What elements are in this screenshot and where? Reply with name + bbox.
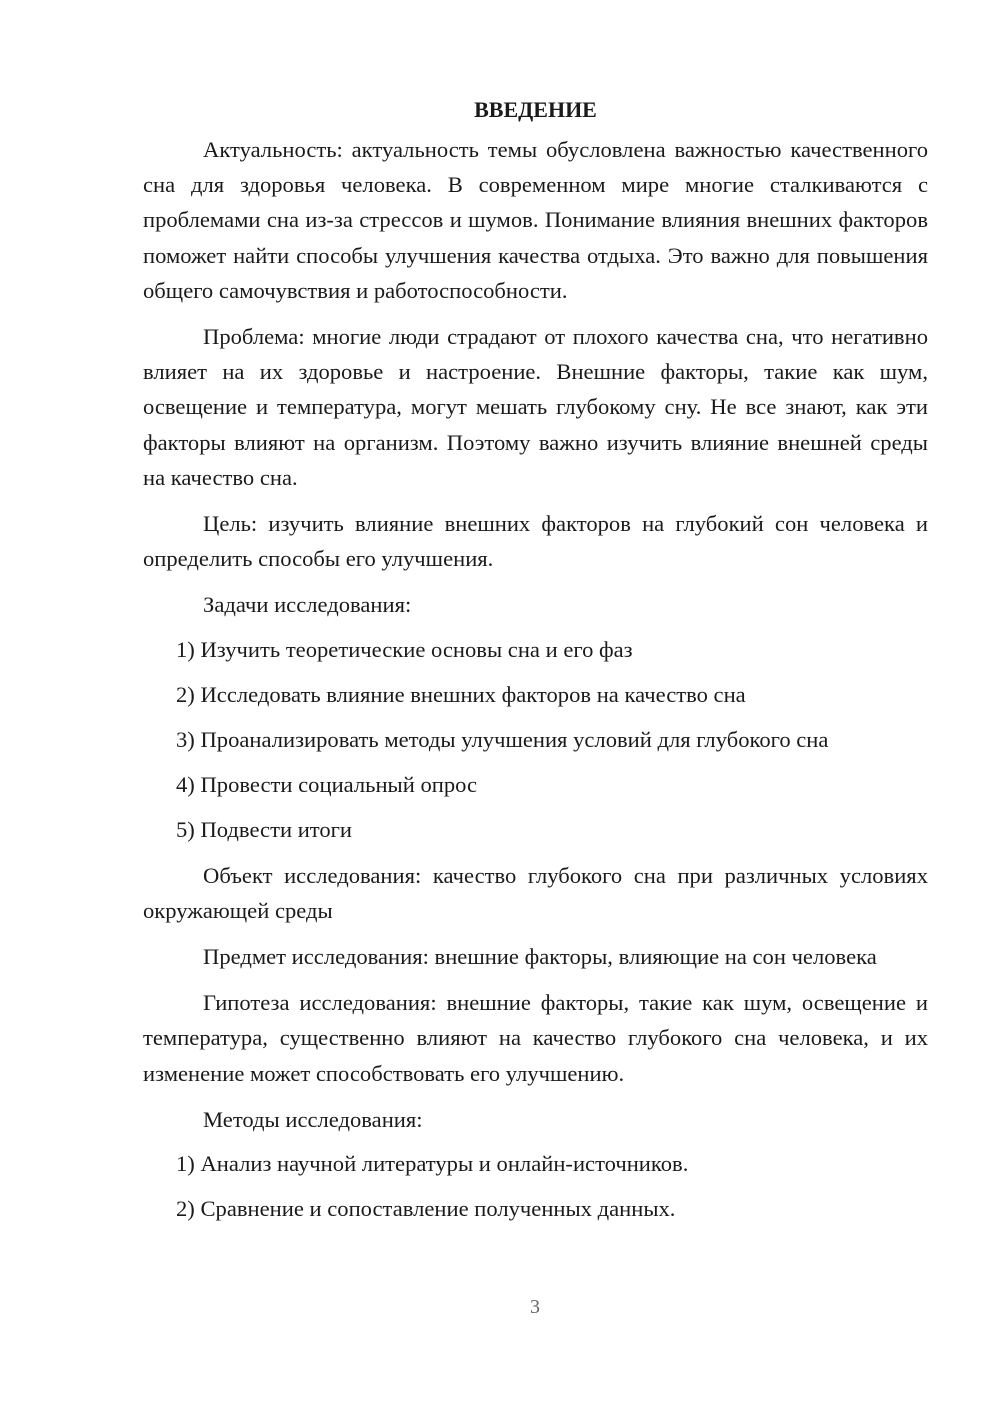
list-item: 4) Провести социальный опрос bbox=[176, 772, 478, 798]
page-number: 3 bbox=[530, 1296, 540, 1318]
problem-paragraph: Проблема: многие люди страдают от плохого качества сна, что негативно влияет на их здоровье и настроение. Внешние факторы, такие как шум, освещение и температура, могут мешать глубокому сну. Не все знают, как эти факторы влияют на организм. Поэтому важно изучить влияние внешней среды на качество сна. bbox=[143, 324, 928, 490]
object-paragraph: Объект исследования: качество глубокого сна при различных условиях окружающей среды bbox=[143, 862, 928, 923]
page-heading: ВВЕДЕНИЕ bbox=[474, 97, 597, 122]
goal-paragraph: Цель: изучить влияние внешних факторов на глубокий сон человека и определить способы его улучшения. bbox=[143, 511, 928, 572]
list-item: 2) Сравнение и сопоставление полученных данных. bbox=[176, 1196, 676, 1222]
list-item: 1) Изучить теоретические основы сна и его фаз bbox=[176, 636, 633, 662]
list-item: 5) Подвести итоги bbox=[176, 817, 353, 843]
page-content bbox=[143, 92, 928, 1236]
methods-list bbox=[143, 1146, 928, 1226]
tasks-list bbox=[143, 632, 928, 848]
relevance-paragraph: Актуальность: актуальность темы обусловлена важностью качественного сна для здоровья человека. В современном мире многие сталкиваются с проблемами сна из-за стрессов и шумов. Понимание влияния внешних факторов поможет найти способы улучшения качества отдыха. Это важно для повышения общего самочувствия и работоспособности. bbox=[143, 137, 928, 303]
list-item: 3) Проанализировать методы улучшения условий для глубокого сна bbox=[176, 727, 829, 753]
hypothesis-paragraph: Гипотеза исследования: внешние факторы, такие как шум, освещение и температура, существенно влияют на качество глубокого сна человека, и их изменение может способствовать его улучшению. bbox=[143, 990, 928, 1086]
list-item: 2) Исследовать влияние внешних факторов на качество сна bbox=[176, 681, 746, 707]
tasks-intro: Задачи исследования: bbox=[203, 592, 412, 618]
list-item: 1) Анализ научной литературы и онлайн-источников. bbox=[176, 1151, 689, 1177]
methods-intro: Методы исследования: bbox=[203, 1106, 423, 1132]
subject-paragraph: Предмет исследования: внешние факторы, влияющие на сон человека bbox=[203, 944, 877, 970]
